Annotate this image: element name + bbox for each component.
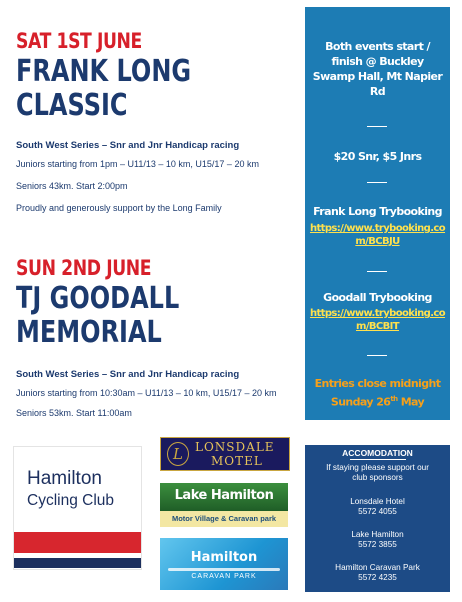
club-logo-line2: Cycling Club (27, 492, 115, 509)
price: $20 Snr, $5 Jnrs (333, 150, 422, 163)
event1-juniors: Juniors starting from 1pm – U11/13 – 10 km, U15/17 – 20 km (16, 159, 259, 169)
divider (367, 126, 387, 127)
start-location-line2: finish @ Buckley (331, 55, 424, 68)
sponsor3-phone: 5572 4235 (358, 573, 397, 582)
club-logo-red-stripe (14, 532, 141, 553)
accommodation-heading: ACCOMODATION (342, 448, 413, 458)
divider (367, 182, 387, 183)
start-location-line3: Swamp Hall, Mt Napier (312, 70, 443, 83)
event2-juniors: Juniors starting from 10:30am – U11/13 – 10 km, U15/17 – 20 km (16, 388, 277, 398)
event1-date: SAT 1ST JUNE (16, 29, 142, 53)
goodall-trybooking-link-line1[interactable]: https://www.trybooking.co (309, 308, 446, 319)
event1-series: South West Series – Snr and Jnr Handicap racing (16, 140, 240, 151)
event2-title-line1: TJ GOODALL (16, 281, 180, 316)
event2-title-line2: MEMORIAL (16, 315, 162, 350)
sponsor1-name: Lonsdale Hotel (350, 497, 405, 506)
lonsdale-emblem-icon: L (167, 442, 189, 466)
lonsdale-motel-logo (160, 437, 290, 471)
club-logo-navy-stripe (14, 558, 141, 568)
frank-trybooking-link-line1[interactable]: https://www.trybooking.co (309, 223, 446, 234)
frank-trybooking-link-line2[interactable]: m/BCBJU (355, 236, 400, 247)
caravan-logo-line1: Hamilton (190, 550, 258, 565)
event2-seniors: Seniors 53km. Start 11:00am (16, 408, 132, 418)
hamilton-cycling-club-logo (13, 446, 142, 570)
event2-series: South West Series – Snr and Jnr Handicap racing (16, 369, 240, 380)
club-logo-line1: Hamilton (27, 468, 102, 489)
frank-trybooking-heading: Frank Long Trybooking (313, 205, 442, 218)
event1-support: Proudly and generously support by the Long Family (16, 203, 222, 213)
event1-title-line1: FRANK LONG (16, 54, 192, 89)
lake-logo-line2: Motor Village & Caravan park (171, 514, 277, 523)
lonsdale-name: LONSDALE (195, 440, 275, 454)
sponsor2-phone: 5572 3855 (358, 540, 397, 549)
entries-close-line2: Sunday 26th May (330, 395, 425, 409)
event1-seniors: Seniors 43km. Start 2:00pm (16, 181, 128, 191)
entries-close-line1: Entries close midnight (314, 377, 441, 390)
lake-hamilton-logo (160, 483, 288, 527)
sponsor2-name: Lake Hamilton (351, 530, 404, 539)
divider (367, 271, 387, 272)
sponsor3-name: Hamilton Caravan Park (335, 563, 420, 572)
lake-logo-line1: Lake Hamilton (174, 488, 274, 503)
sponsor1-phone: 5572 4055 (358, 507, 397, 516)
start-location-line1: Both events start / (325, 40, 430, 53)
accommodation-intro-line2: club sponsors (352, 473, 403, 482)
lonsdale-sub: MOTEL (211, 454, 263, 468)
event1-title-line2: CLASSIC (16, 88, 128, 123)
goodall-trybooking-link-line2[interactable]: m/BCBIT (356, 321, 399, 332)
info-panel (305, 7, 450, 420)
caravan-logo-line2: CARAVAN PARK (191, 573, 257, 580)
hamilton-caravan-park-logo (160, 538, 288, 590)
event2-date: SUN 2ND JUNE (16, 256, 152, 280)
divider (367, 355, 387, 356)
accommodation-underline (350, 459, 406, 460)
accommodation-intro-line1: If staying please support our (326, 463, 429, 472)
goodall-trybooking-heading: Goodall Trybooking (323, 291, 432, 304)
accommodation-box (305, 445, 450, 592)
start-location-line4: Rd (369, 85, 386, 98)
